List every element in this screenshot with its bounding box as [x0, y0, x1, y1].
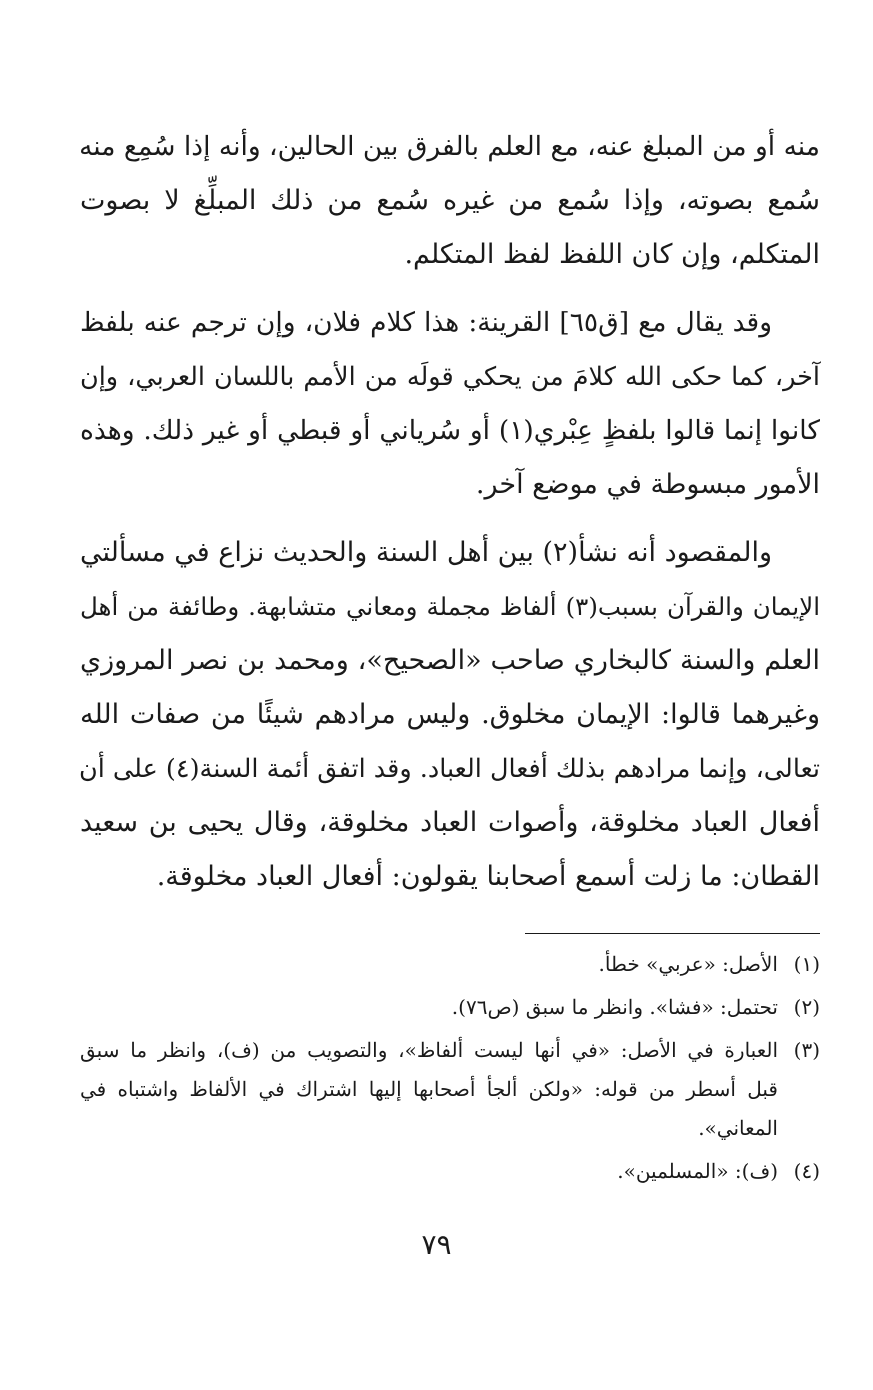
text-line: قبل أسطر من قوله: «ولكن ألجأ أصحابها إليها اشتراك في الألفاظ واشتباه في [80, 1077, 778, 1101]
text-line: وقد يقال مع [ق٦٥] القرينة: هذا كلام فلان، وإن ترجم عنه بلفظ [80, 307, 773, 338]
text-line: (ف): «المسلمين». [617, 1159, 778, 1183]
text-line: القطان: ما زلت أسمع أصحابنا يقولون: أفعال العباد مخلوقة. [156, 861, 820, 892]
footnote-1 [80, 945, 820, 984]
footnote-text [80, 988, 778, 1027]
text-line: آخر، كما حكى الله كلامَ من يحكي قولَه من الأمم باللسان العربي، وإن [80, 362, 820, 392]
footnotes [80, 945, 820, 1195]
text-line: تعالى، وإنما مرادهم بذلك أفعال العباد. وقد اتفق أئمة السنة(٤) على أن [78, 754, 820, 784]
text-line: تحتمل: «فشا». وانظر ما سبق (ص٧٦). [451, 995, 778, 1019]
page-number: ٧٩ [421, 1228, 452, 1261]
text-line: كانوا إنما قالوا بلفظٍ عِبْري(١) أو سُرياني أو قبطي أو غير ذلك. وهذه [80, 415, 820, 446]
paragraph-3 [80, 526, 820, 904]
text-line: الأمور مبسوطة في موضع آخر. [475, 469, 820, 500]
text-line: المعاني». [698, 1116, 778, 1140]
footnote-2 [80, 988, 820, 1027]
paragraph-1 [80, 120, 820, 282]
footnote-number: (١) [793, 952, 820, 976]
footnote-text [80, 1031, 778, 1148]
footnote-number: (٢) [793, 995, 820, 1019]
text-line: أفعال العباد مخلوقة، وأصوات العباد مخلوقة، وقال يحيى بن سعيد [80, 807, 820, 838]
text-line: سُمع بصوته، وإذا سُمع من غيره سُمع من ذلك المبلِّغ لا بصوت [80, 185, 820, 216]
text-line: الأصل: «عربي» خطأ. [598, 952, 778, 976]
footnote-text [80, 945, 778, 984]
footnote-4 [80, 1152, 820, 1191]
paragraph-2 [80, 296, 820, 512]
footnote-divider [525, 933, 820, 934]
footnote-3 [80, 1031, 820, 1148]
text-line: وغيرهما قالوا: الإيمان مخلوق. وليس مرادهم شيئًا من صفات الله [80, 699, 820, 730]
footnote-text [80, 1152, 778, 1191]
text-line: المتكلم، وإن كان اللفظ لفظ المتكلم. [404, 239, 820, 270]
footnote-number: (٤) [793, 1159, 820, 1183]
text-line: والمقصود أنه نشأ(٢) بين أهل السنة والحديث نزاع في مسألتي [80, 537, 772, 568]
footnote-number: (٣) [793, 1038, 820, 1062]
text-line: الإيمان والقرآن بسبب(٣) ألفاظ مجملة ومعاني متشابهة. وطائفة من أهل [80, 592, 820, 621]
main-text [80, 120, 820, 918]
text-line: منه أو من المبلغ عنه، مع العلم بالفرق بين الحالين، وأنه إذا سُمِع منه [79, 131, 820, 162]
text-line: العبارة في الأصل: «في أنها ليست ألفاظ»، والتصويب من (ف)، وانظر ما سبق [80, 1038, 778, 1062]
text-line: العلم والسنة كالبخاري صاحب «الصحيح»، ومحمد بن نصر المروزي [80, 645, 820, 676]
